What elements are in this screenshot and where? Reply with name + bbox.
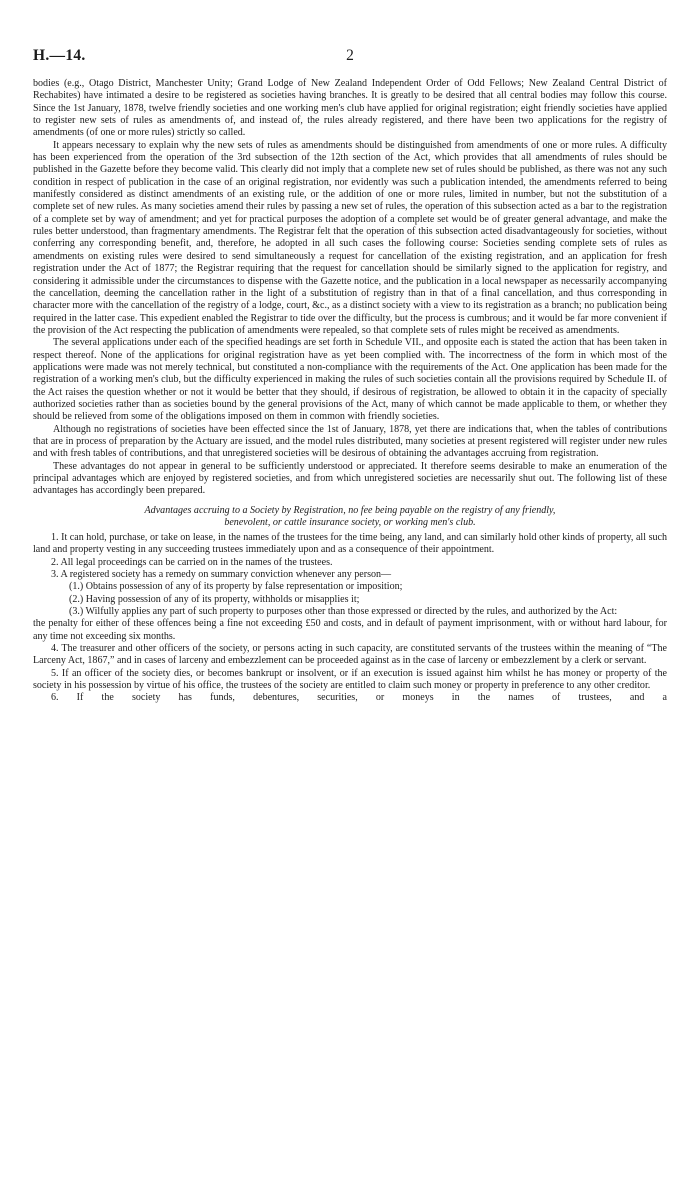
advantage-subitem-2: (2.) Having possession of any of its property, withholds or misapplies it; (69, 593, 360, 605)
paragraph-advantages-intro: These advantages do not appear in general to be sufficiently understood or appreciated. It therefore seems desirable to make an enumeration of the principal advantages which are enjoyed by registered societies, and from which unregistered societies are necessarily shut out. The following list of these advantages has accordingly been prepared. (33, 460, 667, 497)
paragraph-schedule-applications: The several applications under each of the specified headings are set forth in Schedule VII., and opposite each is stated the action that has been taken in respect thereof. None of the applications for original registration have as yet been complied with. The incorrectness of the form in which most of the applications were made was not merely technical, but constituted a non-compliance with the requirements of the Act. One application has been made for the registration of a working men's club, but the difficulty experienced in making the rules of such societies contain all the provisions required by Schedule II. of the Act raises the question whether or not it would be better that they should, if desirous of registration, be allowed to obtain it in the capacity of specially authorized societies rather than as societies bound by the general provisions of the Act, many of which cannot be made applicable to them, or whether they should be relieved from some of the obligations imposed on them in common with friendly societies. (33, 337, 667, 423)
document-reference: H.—14. (33, 47, 86, 64)
advantage-subitem-3: (3.) Wilfully applies any part of such property to purposes other than those expressed or directed by the rules, and authorized by the Act: (69, 605, 618, 617)
page-header (33, 47, 667, 78)
section-heading-line-2: benevolent, or cattle insurance society, or working men's club. (224, 517, 476, 529)
advantage-item-4: 4. The treasurer and other officers of the society, or persons acting in such capacity, are constituted servants of the trustees within the meaning of “The Larceny Act, 1867,” and in cases of larceny and embezzlement can be proceeded against as in the case of larceny or embezzlement by a clerk or servant. (33, 642, 667, 667)
advantage-item-6: 6. If the society has funds, debentures, securities, or moneys in the names of trustees, and a (51, 692, 667, 704)
advantage-item-5: 5. If an officer of the society dies, or becomes bankrupt or insolvent, or if an execution is issued against him whilst he has money or property of the society in his possession by virtue of his office, the trustees of the society are entitled to claim such money or property in preference to any other creditor. (33, 667, 667, 691)
section-heading (43, 505, 657, 530)
advantage-item-2: 2. All legal proceedings can be carried on in the names of the trustees. (51, 556, 333, 568)
page-number: 2 (346, 47, 354, 64)
advantage-item-3-penalty: the penalty for either of these offences being a fine not exceeding £50 and costs, and in default of payment imprisonment, with or without hard labour, for any time not exceeding six months. (33, 618, 667, 642)
advantage-subitem-1: (1.) Obtains possession of any of its property by false representation or imposition; (69, 581, 403, 593)
section-heading-line-1: Advantages accruing to a Society by Registration, no fee being payable on the registry of any friendly, (144, 504, 556, 516)
paragraph-amendments-explanation: It appears necessary to explain why the new sets of rules as amendments should be distinguished from amendments of one or more rules. A difficulty has been experienced from the operation of the 3rd subsection of the 12th section of the Act, which provides that all amendments of rules should be published in the Gazette before they become valid. This clearly did not imply that a complete new set of rules should be published, as there was not any such condition in respect of publication in the case of an original registration, nor evidently was such a publication intended, the amendments referred to being manifestly considered as distinct amendments of an existing rule, or the addition of one or more rules, limited in number, but not the substitution of a complete set of new rules. As many societies amend their rules by passing a new set of rules, the operation of this subsection acted as a bar to the registration of a complete set by way of amendment; and yet for practical purposes the adoption of a complete set would be of greater general advantage, and make the rules better understood, than fragmentary amendments. The Registrar felt that the operation of this subsection acted disadvantageously for societies, without conferring any corresponding benefit, and, therefore, he adopted in all such cases the following course: Societies sending complete sets of rules as amendments on existing rules were desired to send simultaneously a request for cancellation of the existing registration, and an application for fresh registration under the Act of 1877; the Registrar requiring that the request for cancellation should be similarly signed to the application for registry, and considering it admissible under the circumstances to dispense with the Gazette notice, and the publication in a local newspaper as necessarily accompanying the cancellation, deeming the cancellation rather in the light of a substitution of registry than in that of a final cancellation, and thus corresponding in character more with the cancellation of the registry of a lodge, court, &c., as a distinct society with a view to its registration as a branch; no publication being required in the latter case. This expedient enabled the Registrar to tide over the difficulty, but the process is cumbrous; and it would be far more convenient if the provision of the Act respecting the publication of amendments were repealed, so that complete sets of rules might be received as amendments. (33, 139, 667, 336)
advantage-item-1: 1. It can hold, purchase, or take on lease, in the names of the trustees for the time being, any land, and can similarly hold other kinds of property, all such land and property vesting in any succeeding trustees immediately upon and as a consequence of their appointment. (33, 531, 667, 556)
advantage-item-3: 3. A registered society has a remedy on summary conviction whenever any person— (51, 568, 392, 580)
paragraph-registration-indications: Although no registrations of societies have been effected since the 1st of January, 1878, yet there are indications that, when the tables of contributions that are in process of preparation by the Actuary are issued, and the model rules distributed, many societies at present registered will register under new rules and with fresh tables of contributions, and that unregistered societies will be desirous of obtaining the advantages accruing from registration. (33, 423, 667, 460)
paragraph-continuation: bodies (e.g., Otago District, Manchester Unity; Grand Lodge of New Zealand Independent Order of Odd Fellows; New Zealand Central District of Rechabites) have intimated a desire to be registered as societies having branches. It is greatly to be desired that all central bodies may follow this course. Since the 1st January, 1878, twelve friendly societies and one working men's club have applied for original registration; eight friendly societies have applied to register new sets of rules as amendments of, and instead of, the rules already registered, and there have been two applications for the registry of amendments (of one or more rules) strictly so called. (33, 78, 667, 139)
